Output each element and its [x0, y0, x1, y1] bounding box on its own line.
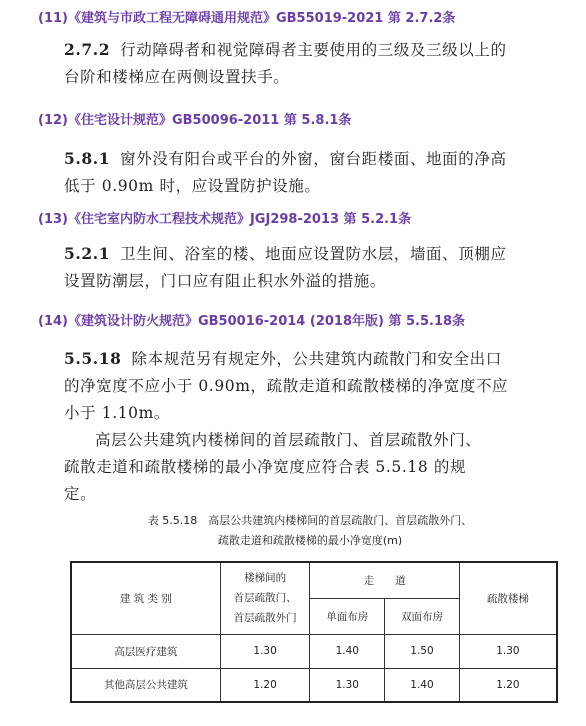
table-caption-line: 表 5.5.18 高层公共建筑内楼梯间的首层疏散门、首层疏散外门、	[147, 514, 473, 527]
clause-line: 小于 1.10m。	[64, 404, 171, 422]
clause-line	[64, 145, 556, 173]
cell-door: 1.20	[220, 668, 310, 702]
min-width-table	[70, 561, 558, 703]
clause-line	[64, 345, 556, 373]
clause-5-2-1	[64, 240, 556, 295]
cell-single: 1.30	[310, 668, 385, 702]
cell-category: 高层医疗建筑	[71, 634, 220, 668]
section-heading-14: (14)《建筑设计防火规范》GB50016-2014 (2018年版) 第 5.5.18条	[38, 314, 466, 329]
clause-number: 5.8.1	[64, 149, 111, 168]
clause-number: 2.7.2	[64, 40, 111, 59]
clause-text: 卫生间、浴室的楼、地面应设置防水层，墙面、顶棚应	[120, 245, 507, 263]
header-line: 首层疏散外门	[233, 612, 297, 625]
header-line: 楼梯间的	[244, 572, 287, 585]
cell-stairs: 1.20	[459, 668, 557, 702]
table-caption	[60, 511, 560, 551]
clause-text: 除本规范另有规定外，公共建筑内疏散门和安全出口	[131, 350, 502, 368]
clause-line	[64, 36, 556, 64]
section-heading-12: (12)《住宅设计规范》GB50096-2011 第 5.8.1条	[38, 113, 352, 128]
clause-text: 行动障碍者和视觉障碍者主要使用的三级及三级以上的	[120, 41, 507, 59]
clause-text: 窗外没有阳台或平台的外窗，窗台距楼面、地面的净高	[120, 150, 507, 168]
clause-line: 定。	[64, 485, 97, 503]
header-category: 建 筑 类 别	[71, 562, 220, 634]
cell-double: 1.40	[385, 668, 460, 702]
table-caption-line: 疏散走道和疏散楼梯的最小净宽度(m)	[217, 534, 403, 547]
clause-line: 高层公共建筑内楼梯间的首层疏散门、首层疏散外门、	[95, 431, 482, 449]
header-corridor: 走 道	[310, 562, 459, 598]
cell-stairs: 1.30	[459, 634, 557, 668]
section-heading-13: (13)《住宅室内防水工程技术规范》JGJ298-2013 第 5.2.1条	[38, 212, 412, 227]
clause-line: 疏散走道和疏散楼梯的最小净宽度应符合表 5.5.18 的规	[64, 458, 467, 476]
clause-line: 设置防潮层，门口应有阻止积水外溢的措施。	[64, 272, 387, 290]
cell-double: 1.50	[385, 634, 460, 668]
clause-line: 低于 0.90m 时，应设置防护设施。	[64, 177, 321, 195]
table-row	[71, 668, 557, 702]
cell-door: 1.30	[220, 634, 310, 668]
clause-number: 5.2.1	[64, 244, 111, 263]
cell-single: 1.40	[310, 634, 385, 668]
table-header-row	[71, 562, 557, 598]
header-line: 首层疏散门、	[233, 592, 297, 605]
header-stair-door	[220, 562, 310, 634]
header-corridor-double: 双面布房	[385, 598, 460, 634]
section-heading-11: (11)《建筑与市政工程无障碍通用规范》GB55019-2021 第 2.7.2条	[38, 11, 456, 26]
clause-5-5-18	[64, 345, 556, 508]
table-row	[71, 634, 557, 668]
clause-5-8-1	[64, 145, 556, 200]
clause-line: 台阶和楼梯应在两侧设置扶手。	[64, 68, 290, 86]
header-corridor-single: 单面布房	[310, 598, 385, 634]
cell-category: 其他高层公共建筑	[71, 668, 220, 702]
clause-line	[64, 240, 556, 268]
clause-2-7-2	[64, 36, 556, 91]
clause-number: 5.5.18	[64, 349, 122, 368]
header-stairs: 疏散楼梯	[459, 562, 557, 634]
clause-line: 的净宽度不应小于 0.90m，疏散走道和疏散楼梯的净宽度不应	[64, 377, 509, 395]
